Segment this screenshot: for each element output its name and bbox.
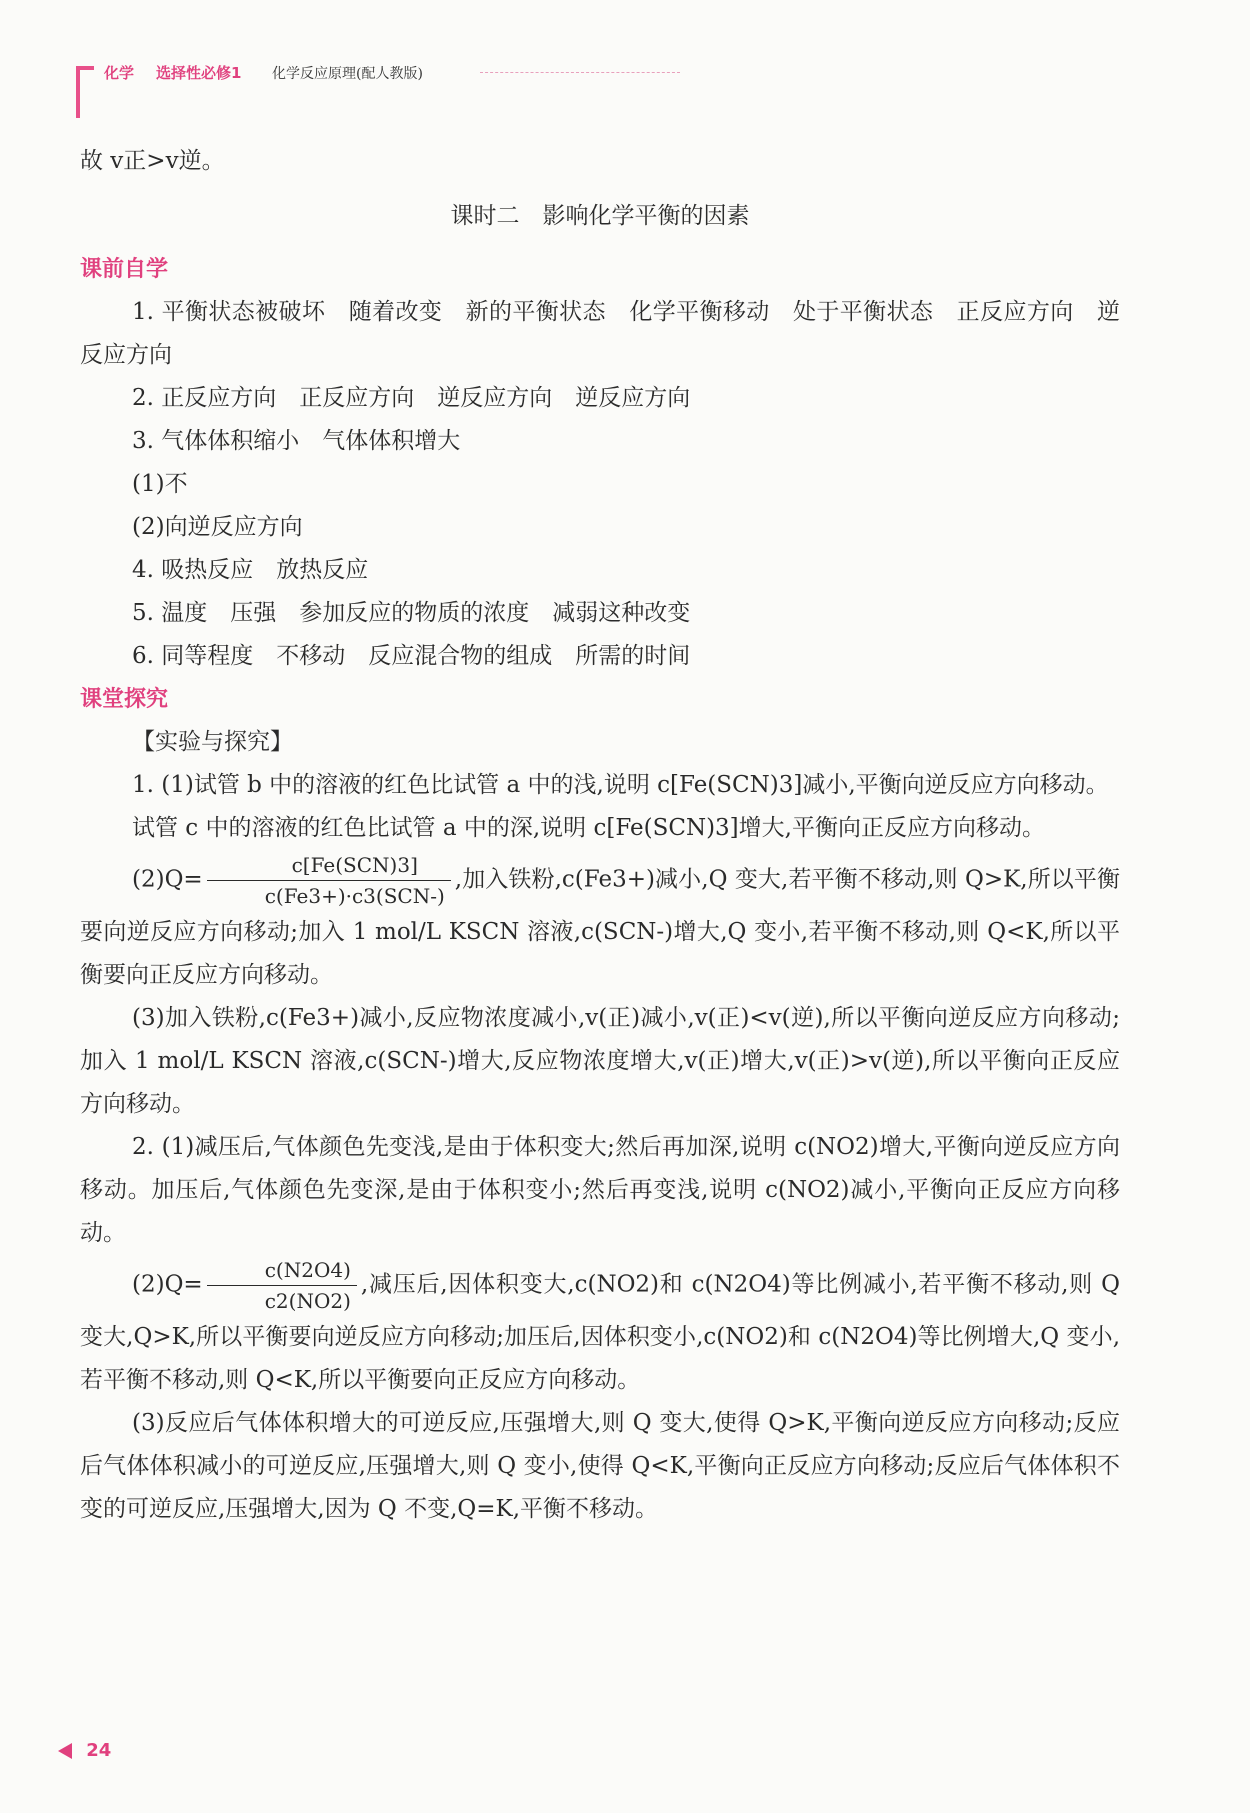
q-denominator-1: c(Fe3+)·c3(SCN-) (264, 884, 445, 908)
answer-2-3: (3)反应后气体体积增大的可逆反应,压强增大,则 Q 变大,使得 Q>K,平衡向逆反应方向移动;反应后气体体积减小的可逆反应,压强增大,则 Q 变小,使得 Q<K,平衡向正反应方向移动;反应后气体体积不变的可逆反应,压强增大,因为 Q 不变,Q=K,平衡不移动。 (80, 1410, 1120, 1522)
answer-2-2 (80, 1255, 1120, 1402)
section-heading-classroom: 课堂探究 (80, 687, 169, 712)
answer-1-2-text: ,加入铁粉,c(Fe3+)减小,Q 变大,若平衡不移动,则 Q>K,所以平衡要向逆反应方向移动;加入 1 mol/L KSCN 溶液,c(SCN-)增大,Q 变小,若平衡不移动,则 Q<K,所以平衡要向正反应方向移动。 (80, 866, 1120, 988)
header-title: 化学反应原理(配人教版) (272, 66, 423, 82)
answer-1-1b: 试管 c 中的溶液的红色比试管 a 中的深,说明 c[Fe(SCN)3]增大,平衡向正反应方向移动。 (132, 815, 1045, 841)
lesson-title: 课时二 影响化学平衡的因素 (450, 203, 750, 229)
pre-answer-3-1: (1)不 (132, 471, 188, 497)
pre-answer-3-2: (2)向逆反应方向 (132, 514, 303, 540)
answer-1-1a: 1. (1)试管 b 中的溶液的红色比试管 a 中的浅,说明 c[Fe(SCN)3]减小,平衡向逆反应方向移动。 (132, 772, 1109, 798)
pre-answer-4: 4. 吸热反应 放热反应 (132, 557, 369, 583)
header-accent-corner (76, 66, 94, 70)
page-content (80, 140, 1120, 1531)
answer-2-1: 2. (1)减压后,气体颜色先变浅,是由于体积变大;然后再加深,说明 c(NO2)增大,平衡向逆反应方向移动。加压后,气体颜色先变深,是由于体积变小;然后再变浅,说明 c(NO2)减小,平衡向正反应方向移动。 (80, 1134, 1120, 1246)
header-book: 选择性必修1 (156, 64, 242, 82)
q-numerator-2: c(N2O4) (207, 1255, 357, 1286)
pre-answer-1: 1. 平衡状态被破坏 随着改变 新的平衡状态 化学平衡移动 处于平衡状态 正反应方向 逆反应方向 (80, 299, 1120, 368)
answer-1-2 (80, 850, 1120, 997)
pre-answer-2: 2. 正反应方向 正反应方向 逆反应方向 逆反应方向 (132, 385, 691, 411)
page-header (76, 58, 636, 118)
q-fraction-1 (207, 850, 451, 911)
pre-answer-6: 6. 同等程度 不移动 反应混合物的组成 所需的时间 (132, 643, 691, 669)
page-marker-icon (58, 1743, 72, 1759)
pre-answer-3: 3. 气体体积缩小 气体体积增大 (132, 428, 461, 454)
q-fraction-2 (207, 1255, 357, 1316)
intro-line: 故 v正>v逆。 (80, 148, 225, 174)
page-footer (58, 1740, 111, 1761)
q-numerator-1: c[Fe(SCN)3] (207, 850, 451, 881)
answer-2-2-text: ,减压后,因体积变大,c(NO2)和 c(N2O4)等比例减小,若平衡不移动,则 Q 变大,Q>K,所以平衡要向逆反应方向移动;加压后,因体积变小,c(NO2)和 c(N2O4)等比例增大,Q 变小,若平衡不移动,则 Q<K,所以平衡要向正反应方向移动。 (80, 1271, 1120, 1393)
q-denominator-2: c2(NO2) (264, 1289, 351, 1313)
pre-answer-5: 5. 温度 压强 参加反应的物质的浓度 减弱这种改变 (132, 600, 691, 626)
header-subject: 化学 (104, 64, 135, 82)
experiment-heading: 【实验与探究】 (132, 729, 293, 755)
header-divider (480, 72, 680, 74)
formula-prefix: (2)Q= (132, 1271, 203, 1298)
page-number: 24 (86, 1740, 112, 1761)
formula-prefix: (2)Q= (132, 866, 203, 893)
header-accent-bar (76, 66, 80, 118)
answer-1-3: (3)加入铁粉,c(Fe3+)减小,反应物浓度减小,v(正)减小,v(正)<v(逆),所以平衡向逆反应方向移动;加入 1 mol/L KSCN 溶液,c(SCN-)增大,反应物浓度增大,v(正)增大,v(正)>v(逆),所以平衡向正反应方向移动。 (80, 1005, 1120, 1117)
section-heading-preview: 课前自学 (80, 257, 169, 282)
